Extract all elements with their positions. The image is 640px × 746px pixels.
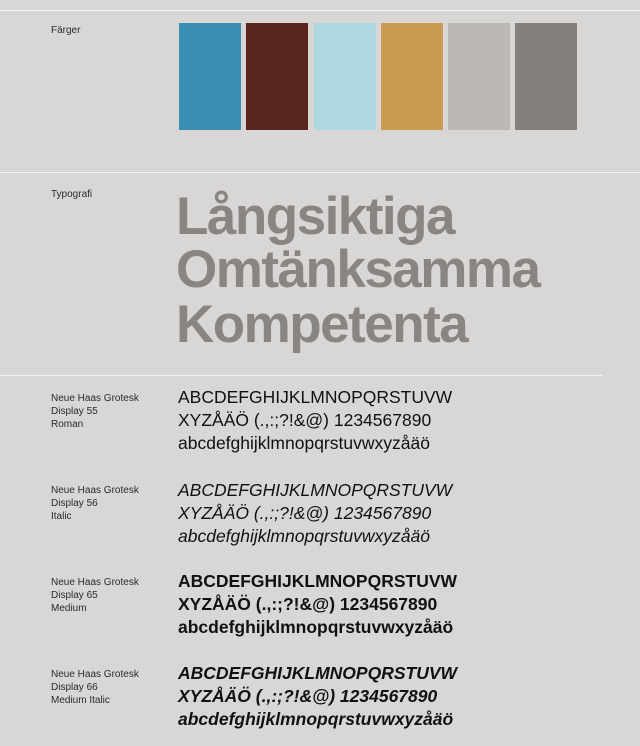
font-name: Neue Haas Grotesk Display 66 Medium Italic <box>51 669 139 706</box>
divider-colors-typography <box>0 172 640 173</box>
color-swatch <box>381 23 443 130</box>
font-name: Neue Haas Grotesk Display 56 Italic <box>51 485 139 522</box>
color-swatch <box>448 23 510 130</box>
divider-typography-fonts <box>0 375 602 376</box>
typography-word: Kompetenta <box>176 295 468 354</box>
color-swatch <box>179 23 241 130</box>
font-name: Neue Haas Grotesk Display 55 Roman <box>51 393 139 430</box>
font-specimen-italic: ABCDEFGHIJKLMNOPQRSTUVW XYZÅÄÖ (.,:;?!&@) 1234567890 abcdefghijklmnopqrstuvwxyzåäö <box>178 480 453 546</box>
colors-section-label: Färger <box>51 25 81 36</box>
color-swatch <box>314 23 376 130</box>
typography-word: Omtänksamma <box>176 240 540 299</box>
typography-word: Långsiktiga <box>176 187 455 246</box>
font-name: Neue Haas Grotesk Display 65 Medium <box>51 577 139 614</box>
color-swatch <box>515 23 577 130</box>
font-specimen-medium-italic: ABCDEFGHIJKLMNOPQRSTUVW XYZÅÄÖ (.,:;?!&@) 1234567890 abcdefghijklmnopqrstuvwxyzåäö <box>178 663 458 729</box>
divider-top <box>0 10 640 11</box>
font-specimen-medium: ABCDEFGHIJKLMNOPQRSTUVW XYZÅÄÖ (.,:;?!&@) 1234567890 abcdefghijklmnopqrstuvwxyzåäö <box>178 571 458 637</box>
color-swatch <box>246 23 308 130</box>
font-specimen-roman: ABCDEFGHIJKLMNOPQRSTUVW XYZÅÄÖ (.,:;?!&@) 1234567890 abcdefghijklmnopqrstuvwxyzåäö <box>178 387 453 453</box>
typography-section-label: Typografi <box>51 189 93 200</box>
